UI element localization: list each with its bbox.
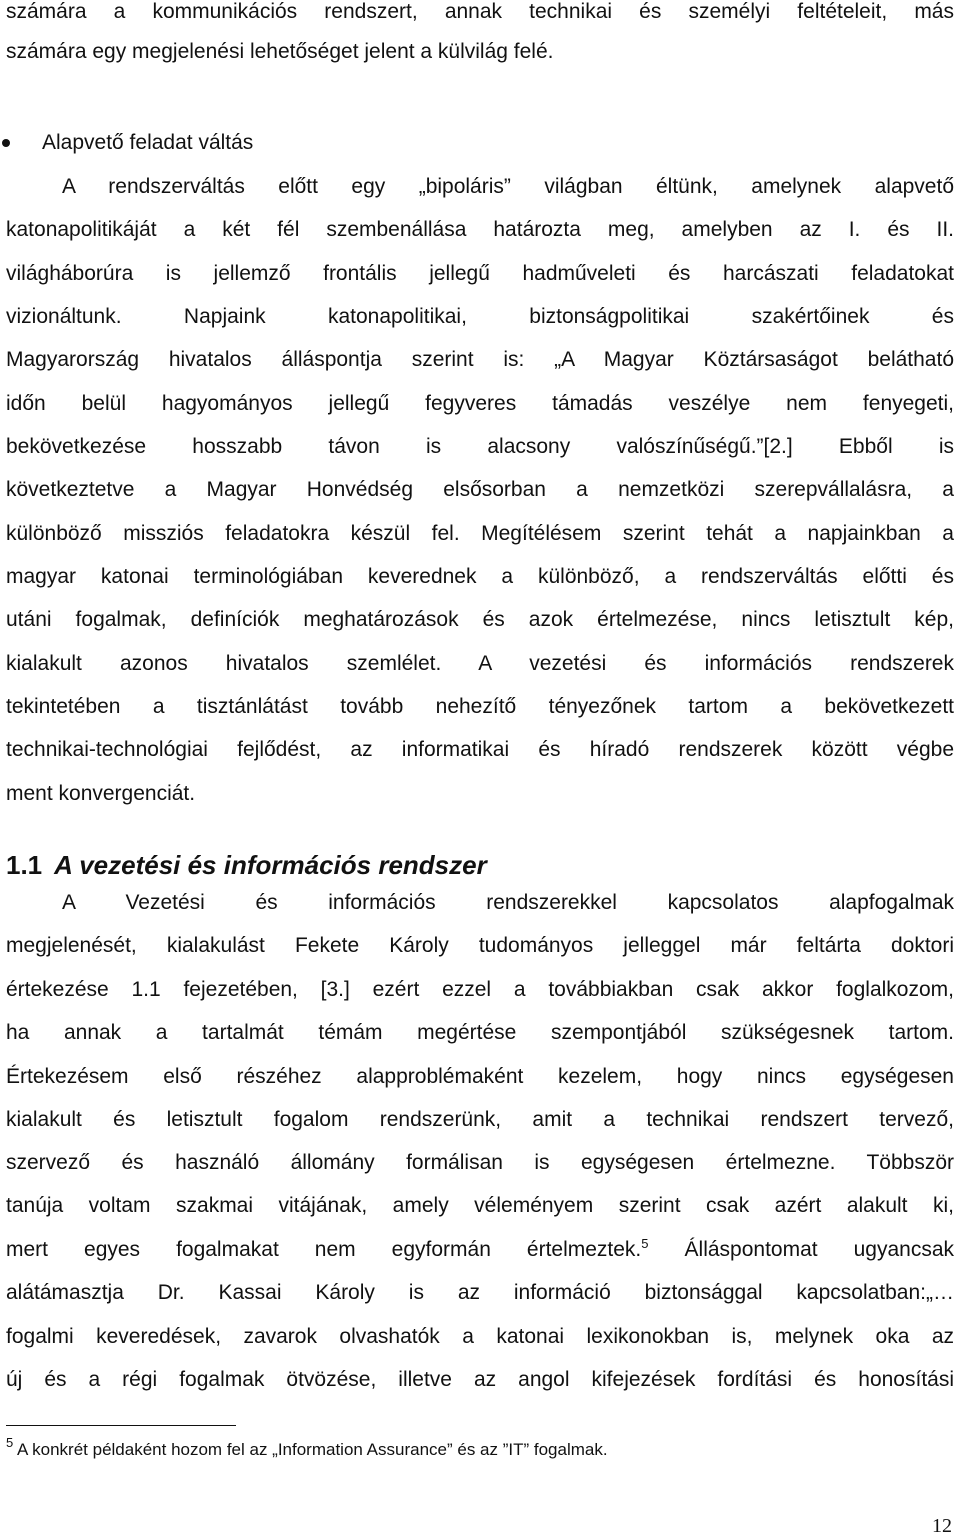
paragraph1-line-4: vizionáltunk. Napjaink katonapolitikai, biztonságpolitikai szakértőinek és	[6, 305, 954, 328]
bullet-title: Alapvető feladat váltás	[42, 131, 254, 154]
footnote-reference[interactable]: 5	[641, 1236, 649, 1251]
paragraph2-line-9	[6, 1238, 954, 1262]
paragraph1-line-15: ment konvergenciát.	[6, 782, 196, 805]
footnote-separator	[6, 1425, 236, 1426]
paragraph2-line-9-start: mert egyes fogalmakat nem egyformán értelmeztek.	[6, 1238, 642, 1261]
paragraph1-line-3: világháborúra is jellemző frontális jellegű hadműveleti és harcászati feladatokat	[6, 262, 954, 285]
paragraph1-line-11: utáni fogalmak, definíciók meghatározások és azok értelmezése, nincs letisztult kép,	[6, 608, 954, 631]
paragraph2-line-12: új és a régi fogalmak ötvözése, illetve az angol kifejezések fordítási és honosítási	[6, 1368, 954, 1391]
paragraph2-line-10: alátámasztja Dr. Kassai Károly is az információ biztonsággal kapcsolatban:„…	[6, 1281, 954, 1304]
paragraph2-line-2: megjelenését, kialakulást Fekete Károly tudományos jelleggel már feltárta doktori	[6, 934, 954, 957]
bullet-icon	[2, 139, 10, 147]
paragraph2-line-8: tanúja voltam szakmai vitájának, amely véleményem szerint csak azért alakult ki,	[6, 1194, 954, 1217]
paragraph1-line-8: következtetve a Magyar Honvédség elsősorban a nemzetközi szerepvállalásra, a	[6, 478, 954, 501]
paragraph2-line-1: A Vezetési és információs rendszerekkel kapcsolatos alapfogalmak	[62, 891, 954, 914]
paragraph1-line-9: különböző missziós feladatokra készül fel. Megítélésem szerint tehát a napjainkban a	[6, 522, 954, 545]
paragraph2-line-4: ha annak a tartalmát témám megértése szempontjából szükségesnek tartom.	[6, 1021, 954, 1044]
section-number: 1.1	[6, 850, 43, 880]
paragraph2-line-9-end: Álláspontomat ugyancsak	[648, 1238, 955, 1261]
paragraph2-line-11: fogalmi keveredések, zavarok olvashatók a katonai lexikonokban is, melynek oka az	[6, 1325, 954, 1348]
paragraph1-line-1: A rendszerváltás előtt egy „bipoláris” világban éltünk, amelynek alapvető	[62, 175, 954, 198]
intro-line-2: számára egy megjelenési lehetőséget jelent a külvilág felé.	[6, 40, 554, 63]
footnote-mark: 5	[6, 1435, 14, 1450]
intro-line-1: számára a kommunikációs rendszert, annak technikai és személyi feltételeit, más	[6, 0, 954, 23]
paragraph2-line-7: szervező és használó állomány formálisan is egységesen értelmezne. Többször	[6, 1151, 954, 1174]
paragraph2-line-3: értekezése 1.1 fejezetében, [3.] ezért ezzel a továbbiakban csak akkor foglalkozom,	[6, 978, 954, 1001]
paragraph1-line-14: technikai-technológiai fejlődést, az informatikai és híradó rendszerek között végbe	[6, 738, 954, 761]
section-heading	[6, 850, 487, 880]
section-title: A vezetési és információs rendszer	[54, 850, 487, 880]
paragraph1-line-12: kialakult azonos hivatalos szemlélet. A vezetési és információs rendszerek	[6, 652, 954, 675]
paragraph1-line-6: időn belül hagyományos jellegű fegyveres támadás veszélye nem fenyegeti,	[6, 392, 954, 415]
paragraph1-line-13: tekintetében a tisztánlátást tovább nehezítő tényezőnek tartom a bekövetkezett	[6, 695, 954, 718]
paragraph1-line-7: bekövetkezése hosszabb távon is alacsony valószínűségű.”[2.] Ebből is	[6, 435, 954, 458]
paragraph2-line-5: Értekezésem első részéhez alapproblémaként kezelem, hogy nincs egységesen	[6, 1065, 954, 1088]
paragraph2-line-6: kialakult és letisztult fogalom rendszerünk, amit a technikai rendszert tervező,	[6, 1108, 954, 1131]
paragraph1-line-10: magyar katonai terminológiában keverednek a különböző, a rendszerváltás előtti és	[6, 565, 954, 588]
page-number: 12	[932, 1515, 952, 1537]
paragraph1-line-5: Magyarország hivatalos álláspontja szerint is: „A Magyar Köztársaságot belátható	[6, 348, 954, 371]
footnote-text: A konkrét példaként hozom fel az „Information Assurance” és az ”IT” fogalmak.	[13, 1440, 608, 1459]
footnote	[6, 1435, 608, 1460]
paragraph1-line-2: katonapolitikáját a két fél szembenállása határozta meg, amelyben az I. és II.	[6, 218, 954, 241]
